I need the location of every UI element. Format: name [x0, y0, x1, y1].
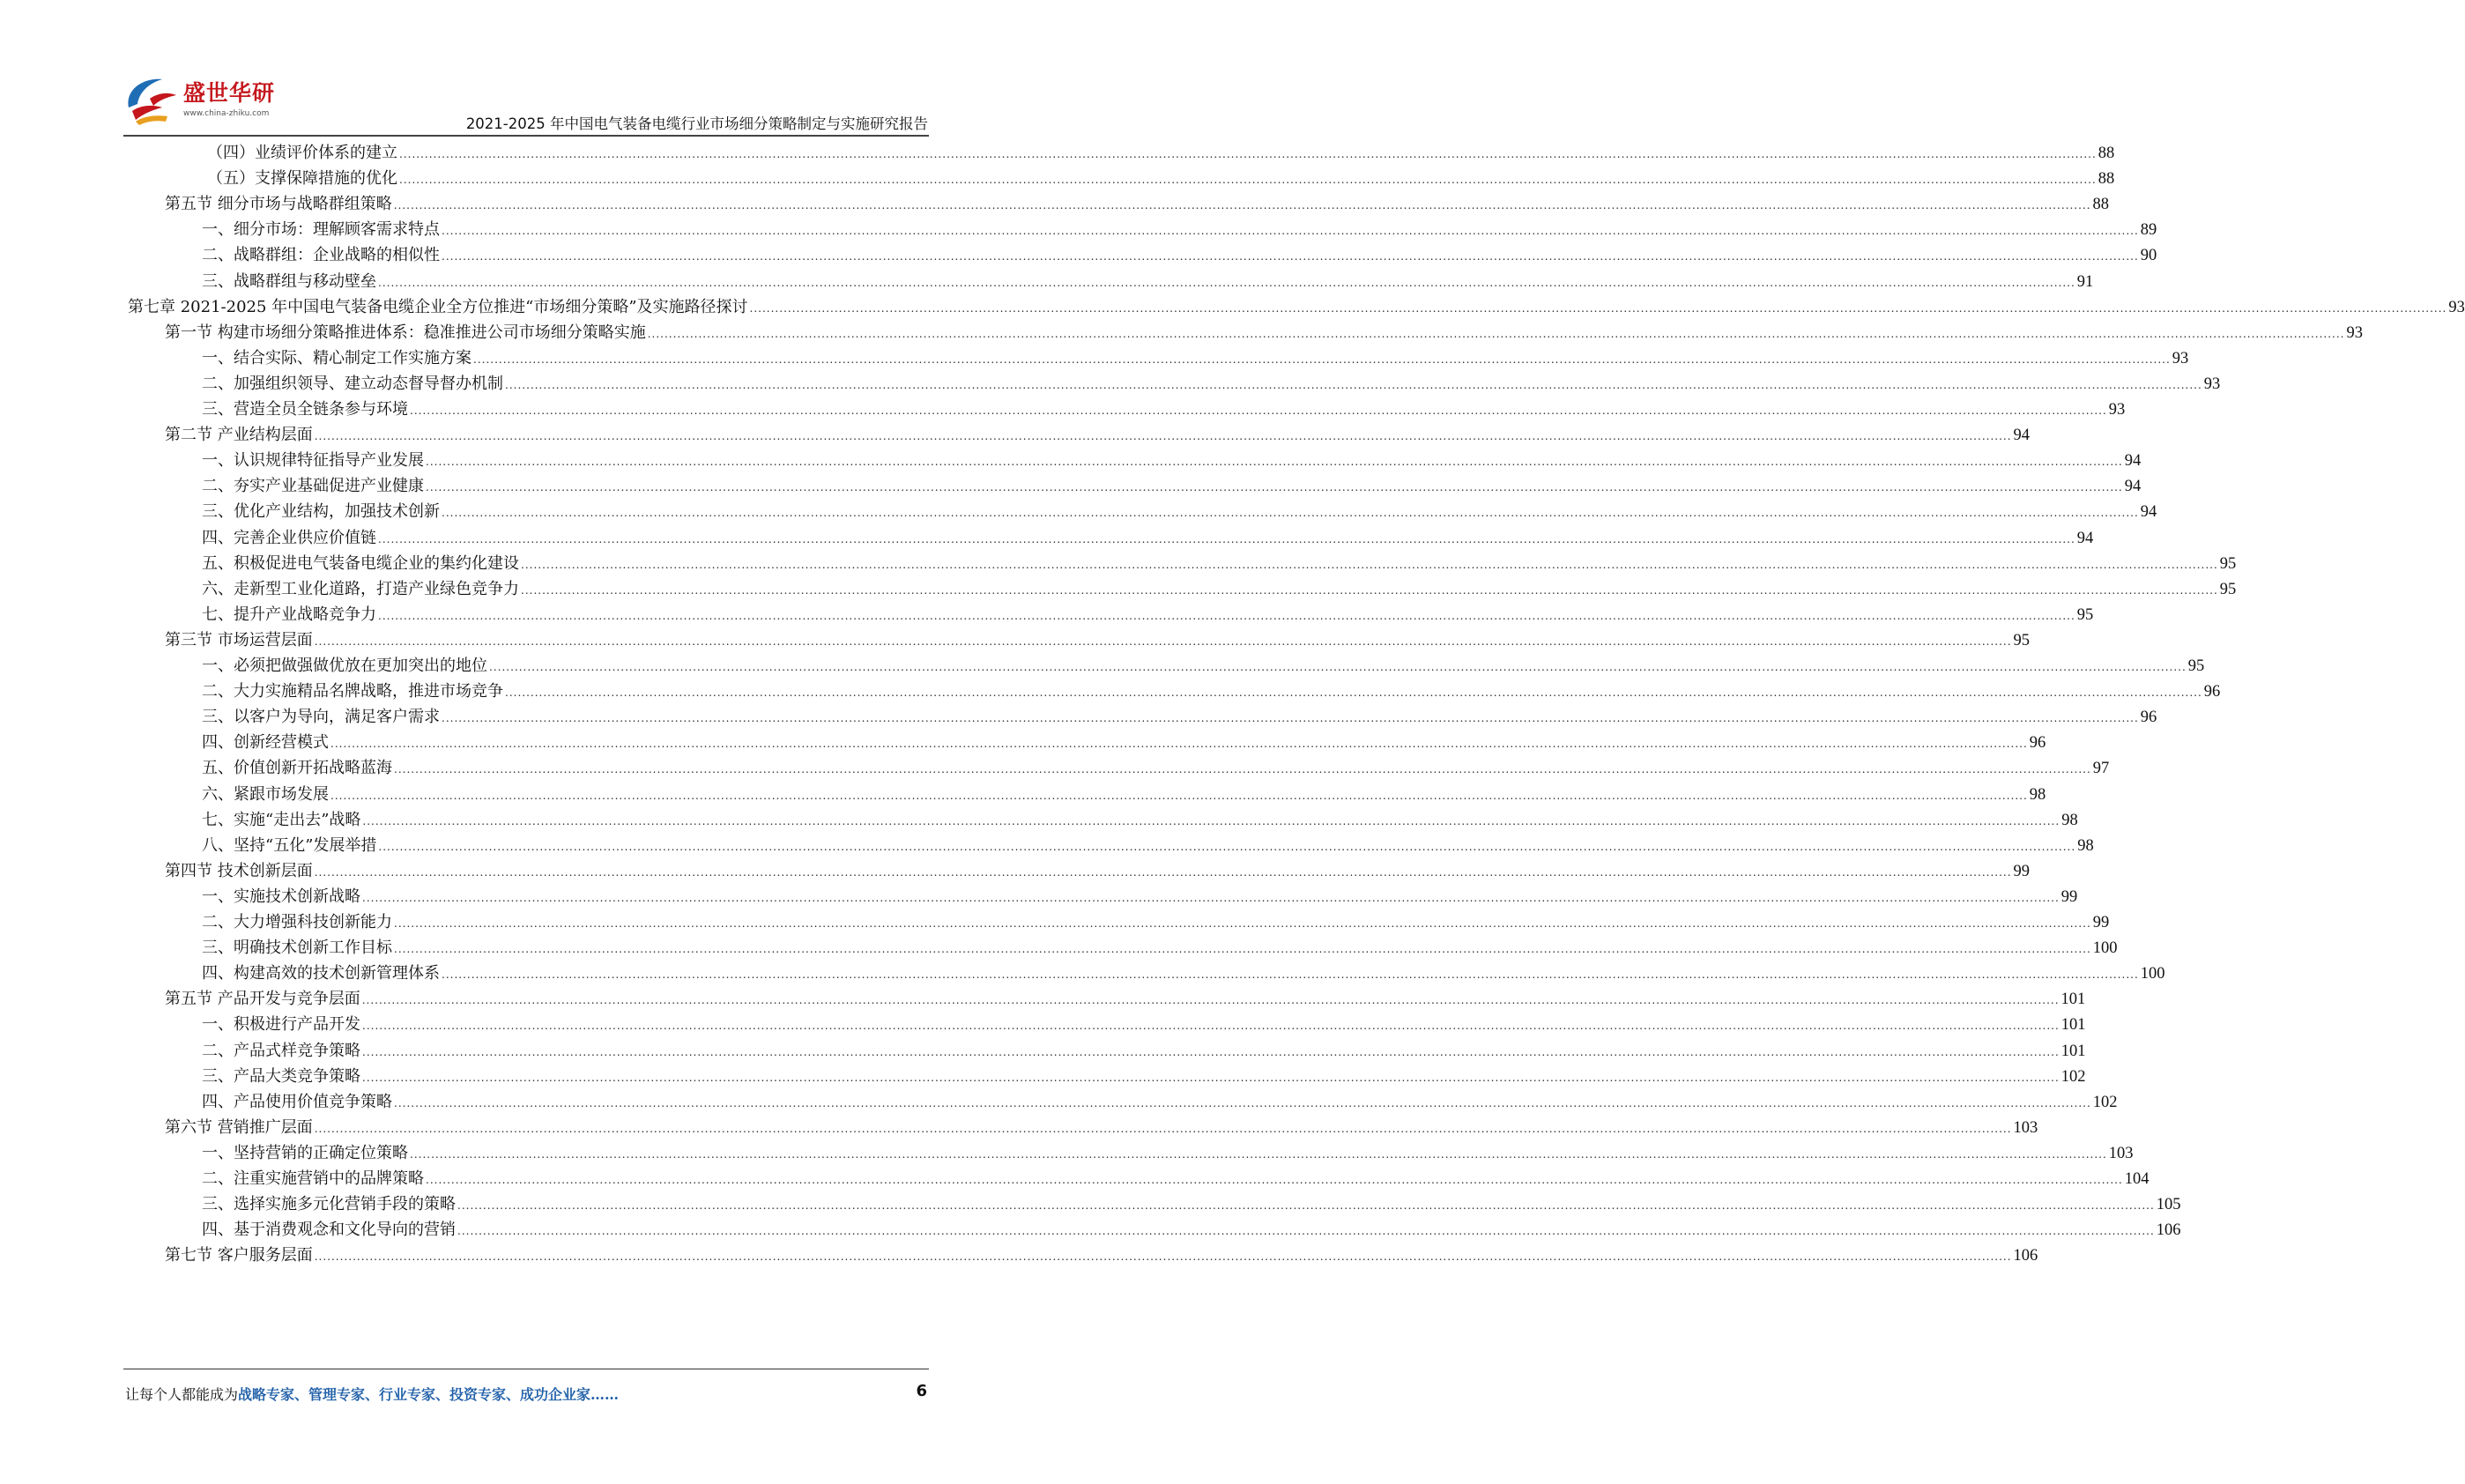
toc-entry[interactable] [202, 216, 2157, 243]
toc-dot-leader: ................................................................................................................................................................................................................................................................................................................................................................................................................ [378, 609, 2075, 622]
toc-entry-title: 七、实施“走出去”战略 [202, 810, 361, 829]
toc-entry-page: 96 [2203, 683, 2221, 701]
toc-dot-leader: ................................................................................................................................................................................................................................................................................................................................................................................................................ [362, 1045, 2060, 1058]
toc-dot-leader: ................................................................................................................................................................................................................................................................................................................................................................................................................ [314, 1122, 2012, 1135]
toc-entry-page: 94 [2076, 529, 2094, 547]
toc-entry-page: 96 [2029, 734, 2046, 753]
toc-entry[interactable] [202, 1088, 2118, 1116]
brand-url: www.china-zhiku.com [183, 109, 270, 118]
toc-entry[interactable] [202, 678, 2221, 705]
toc-entry[interactable] [202, 781, 2046, 808]
toc-dot-leader: ................................................................................................................................................................................................................................................................................................................................................................................................................ [378, 532, 2075, 545]
toc-dot-leader: ................................................................................................................................................................................................................................................................................................................................................................................................................ [394, 763, 2091, 776]
toc-dot-leader: ................................................................................................................................................................................................................................................................................................................................................................................................................ [505, 686, 2202, 700]
toc-entry[interactable] [202, 472, 2142, 500]
toc-entry[interactable] [165, 1242, 2038, 1269]
toc-entry[interactable] [128, 293, 2465, 321]
toc-entry-title: 三、以客户为导向，满足客户需求 [202, 708, 440, 727]
header-divider [123, 135, 929, 137]
toc-entry-page: 95 [2219, 554, 2237, 573]
toc-entry-title: 五、积极促进电气装备电缆企业的集约化建设 [202, 553, 519, 573]
toc-dot-leader: ................................................................................................................................................................................................................................................................................................................................................................................................................ [457, 1199, 2155, 1213]
toc-entry[interactable] [207, 165, 2115, 192]
toc-entry-page: 93 [2172, 349, 2189, 367]
toc-entry[interactable] [202, 1165, 2149, 1192]
toc-entry-page: 101 [2060, 991, 2086, 1009]
toc-entry-title: 一、细分市场：理解顾客需求特点 [202, 220, 440, 240]
toc-entry-page: 88 [2097, 145, 2115, 162]
toc-entry-title: 六、走新型工业化道路，打造产业绿色竞争力 [202, 579, 519, 598]
toc-dot-leader: ................................................................................................................................................................................................................................................................................................................................................................................................................ [442, 712, 2139, 725]
toc-entry-page: 100 [2092, 939, 2118, 958]
toc-entry-title: 第五节 产品开发与竞争层面 [165, 990, 360, 1009]
toc-entry[interactable] [202, 806, 2078, 834]
toc-dot-leader: ................................................................................................................................................................................................................................................................................................................................................................................................................ [521, 583, 2218, 597]
toc-entry-page: 94 [2124, 478, 2142, 496]
toc-entry-page: 94 [2140, 503, 2157, 522]
toc-entry-page: 95 [2013, 631, 2031, 649]
toc-entry-page: 91 [2076, 272, 2094, 291]
toc-entry[interactable] [165, 319, 2363, 346]
toc-entry[interactable] [202, 703, 2157, 731]
toc-entry[interactable] [202, 550, 2237, 577]
toc-entry[interactable] [202, 652, 2205, 679]
toc-entry-title: 三、选择实施多元化营销手段的策略 [202, 1195, 456, 1214]
page-number: 6 [916, 1382, 927, 1400]
toc-entry-title: 七、提升产业战略竞争力 [202, 605, 376, 624]
toc-entry-page: 96 [2140, 709, 2157, 727]
toc-entry-page: 100 [2140, 965, 2165, 983]
toc-entry[interactable] [202, 934, 2118, 961]
toc-entry-title: （四）业绩评价体系的建立 [207, 144, 397, 162]
toc-dot-leader: ................................................................................................................................................................................................................................................................................................................................................................................................................ [442, 968, 2139, 982]
toc-dot-leader: ................................................................................................................................................................................................................................................................................................................................................................................................................ [426, 456, 2123, 469]
toc-entry[interactable] [165, 985, 2086, 1013]
toc-entry[interactable] [165, 627, 2031, 654]
toc-entry[interactable] [202, 601, 2094, 628]
toc-entry[interactable] [202, 1037, 2086, 1065]
toc-entry-page: 99 [2060, 887, 2078, 906]
toc-entry[interactable] [202, 1216, 2181, 1243]
toc-entry-page: 94 [2013, 427, 2031, 445]
toc-dot-leader: ................................................................................................................................................................................................................................................................................................................................................................................................................ [394, 1096, 2091, 1109]
toc-entry-page: 98 [2077, 836, 2094, 855]
toc-entry-page: 103 [2013, 1118, 2038, 1137]
toc-entry-title: 一、实施技术创新战略 [202, 887, 360, 906]
footer-slogan [125, 1384, 619, 1404]
toc-entry-title: 二、夯实产业基础促进产业健康 [202, 477, 424, 496]
toc-dot-leader: ................................................................................................................................................................................................................................................................................................................................................................................................................ [647, 327, 2345, 340]
toc-entry-title: 三、产品大类竞争策略 [202, 1066, 360, 1086]
toc-dot-leader: ................................................................................................................................................................................................................................................................................................................................................................................................................ [314, 1250, 2012, 1264]
toc-entry-page: 88 [2092, 196, 2110, 214]
toc-entry[interactable] [202, 370, 2221, 397]
toc-dot-leader: ................................................................................................................................................................................................................................................................................................................................................................................................................ [473, 352, 2171, 366]
toc-entry-page: 90 [2140, 247, 2157, 265]
logo-mark-icon [123, 72, 183, 129]
toc-entry[interactable] [202, 1139, 2134, 1167]
toc-entry-page: 95 [2219, 580, 2237, 598]
toc-entry[interactable] [202, 241, 2157, 269]
toc-dot-leader: ................................................................................................................................................................................................................................................................................................................................................................................................................ [314, 634, 2012, 648]
toc-entry-title: 三、优化产业结构，加强技术创新 [202, 502, 440, 522]
toc-entry-title: 一、认识规律特征指导产业发展 [202, 451, 424, 471]
toc-entry-title: 三、战略群组与移动壁垒 [202, 271, 376, 291]
toc-dot-leader: ................................................................................................................................................................................................................................................................................................................................................................................................................ [361, 994, 2060, 1007]
toc-entry[interactable] [202, 1011, 2086, 1038]
toc-entry-page: 99 [2092, 914, 2110, 931]
toc-entry[interactable] [202, 883, 2078, 910]
toc-entry-page: 93 [2346, 323, 2363, 342]
toc-entry-title: 二、大力实施精品名牌战略，推进市场竞争 [202, 682, 503, 701]
slogan-prefix: 让每个人都能成为 [125, 1386, 239, 1403]
toc-entry-title: 第四节 技术创新层面 [165, 861, 313, 880]
toc-entry-page: 98 [2029, 785, 2046, 804]
toc-entry[interactable] [165, 857, 2031, 885]
toc-entry-title: 四、构建高效的技术创新管理体系 [202, 964, 440, 983]
toc-entry-page: 88 [2097, 170, 2115, 189]
toc-dot-leader: ................................................................................................................................................................................................................................................................................................................................................................................................................ [378, 276, 2075, 289]
toc-entry-page: 99 [2013, 862, 2031, 880]
page-header [0, 0, 1050, 141]
toc-entry-page: 97 [2092, 760, 2110, 778]
toc-dot-leader: ................................................................................................................................................................................................................................................................................................................................................................................................................ [442, 507, 2139, 520]
toc-entry[interactable] [202, 960, 2165, 987]
toc-dot-leader: ................................................................................................................................................................................................................................................................................................................................................................................................................ [378, 840, 2076, 853]
toc-entry-title: 四、产品使用价值竞争策略 [202, 1092, 392, 1111]
toc-entry[interactable] [202, 729, 2046, 756]
toc-entry[interactable] [202, 1063, 2086, 1090]
toc-dot-leader: ................................................................................................................................................................................................................................................................................................................................................................................................................ [362, 891, 2060, 904]
toc-dot-leader: ................................................................................................................................................................................................................................................................................................................................................................................................................ [521, 558, 2218, 571]
toc-dot-leader: ................................................................................................................................................................................................................................................................................................................................................................................................................ [399, 148, 2097, 160]
toc-dot-leader: ................................................................................................................................................................................................................................................................................................................................................................................................................ [399, 174, 2097, 187]
toc-entry-page: 106 [2156, 1221, 2181, 1240]
toc-entry-page: 102 [2060, 1067, 2086, 1086]
toc-entry[interactable] [202, 575, 2237, 603]
toc-entry-title: 二、加强组织领导、建立动态督导督办机制 [202, 374, 503, 393]
toc-dot-leader: ................................................................................................................................................................................................................................................................................................................................................................................................................ [426, 1174, 2123, 1186]
toc-dot-leader: ................................................................................................................................................................................................................................................................................................................................................................................................................ [489, 661, 2187, 673]
toc-entry[interactable] [202, 754, 2110, 782]
toc-entry-title: 第二节 产业结构层面 [165, 426, 313, 445]
toc-dot-leader: ................................................................................................................................................................................................................................................................................................................................................................................................................ [394, 943, 2091, 956]
toc-entry[interactable] [207, 139, 2115, 167]
brand-logo [123, 72, 291, 136]
toc-entry[interactable] [202, 832, 2094, 859]
toc-entry-page: 93 [2448, 298, 2465, 316]
toc-entry[interactable] [202, 396, 2126, 423]
toc-entry-title: 二、大力增强科技创新能力 [202, 913, 392, 931]
slogan-highlight: 战略专家、管理专家、行业专家、投资专家、成功企业家…… [238, 1386, 620, 1403]
toc-entry-title: 第七章 2021-2025 年中国电气装备电缆企业全方位推进“市场细分策略”及实施路径探讨 [128, 297, 748, 316]
toc-dot-leader: ................................................................................................................................................................................................................................................................................................................................................................................................................ [362, 814, 2060, 827]
toc-dot-leader: ................................................................................................................................................................................................................................................................................................................................................................................................................ [330, 789, 2028, 802]
toc-entry[interactable] [202, 524, 2094, 552]
toc-entry[interactable] [165, 190, 2110, 218]
toc-entry[interactable] [165, 1114, 2038, 1141]
toc-entry-page: 104 [2124, 1170, 2149, 1188]
toc-entry-title: 一、积极进行产品开发 [202, 1015, 360, 1035]
toc-dot-leader: ................................................................................................................................................................................................................................................................................................................................................................................................................ [394, 917, 2091, 930]
toc-dot-leader: ................................................................................................................................................................................................................................................................................................................................................................................................................ [393, 199, 2091, 212]
toc-entry-page: 95 [2076, 605, 2094, 624]
toc-entry-title: 六、紧跟市场发展 [202, 784, 329, 804]
toc-dot-leader: ................................................................................................................................................................................................................................................................................................................................................................................................................ [410, 1147, 2107, 1161]
toc-entry-title: 二、战略群组：企业战略的相似性 [202, 246, 440, 265]
toc-entry-page: 89 [2140, 221, 2157, 240]
toc-entry-title: 八、坚持“五化”发展举措 [202, 835, 377, 855]
toc-entry[interactable] [202, 1191, 2181, 1218]
toc-dot-leader: ................................................................................................................................................................................................................................................................................................................................................................................................................ [505, 378, 2202, 391]
toc-dot-leader: ................................................................................................................................................................................................................................................................................................................................................................................................................ [442, 225, 2139, 238]
toc-entry-title: 二、产品式样竞争策略 [202, 1041, 360, 1060]
toc-entry-page: 93 [2203, 375, 2221, 393]
toc-entry[interactable] [202, 498, 2157, 525]
toc-dot-leader: ................................................................................................................................................................................................................................................................................................................................................................................................................ [330, 738, 2028, 751]
toc-entry-title: （五）支撑保障措施的优化 [207, 169, 397, 189]
toc-entry[interactable] [165, 421, 2031, 449]
toc-entry-title: 四、创新经营模式 [202, 733, 329, 753]
report-title: 2021-2025 年中国电气装备电缆行业市场细分策略制定与实施研究报告 [465, 115, 928, 132]
toc-entry-page: 105 [2156, 1196, 2181, 1214]
toc-dot-leader: ................................................................................................................................................................................................................................................................................................................................................................................................................ [362, 1020, 2060, 1033]
toc-entry-page: 102 [2092, 1093, 2118, 1111]
toc-entry-title: 一、结合实际、精心制定工作实施方案 [202, 348, 471, 367]
toc-entry-page: 98 [2061, 811, 2078, 829]
toc-entry-page: 103 [2108, 1144, 2134, 1162]
toc-entry-title: 四、完善企业供应价值链 [202, 528, 376, 547]
toc-entry-title: 一、坚持营销的正确定位策略 [202, 1143, 408, 1162]
toc-entry-page: 106 [2013, 1247, 2038, 1265]
toc-dot-leader: ................................................................................................................................................................................................................................................................................................................................................................................................................ [457, 1225, 2155, 1238]
toc-entry-page: 101 [2060, 1042, 2086, 1060]
toc-dot-leader: ................................................................................................................................................................................................................................................................................................................................................................................................................ [314, 865, 2012, 879]
toc-dot-leader: ................................................................................................................................................................................................................................................................................................................................................................................................................ [749, 301, 2447, 315]
toc-entry-title: 第一节 构建市场细分策略推进体系：稳准推进公司市场细分策略实施 [165, 323, 646, 342]
toc-dot-leader: ................................................................................................................................................................................................................................................................................................................................................................................................................ [314, 430, 2012, 443]
toc-entry-title: 五、价值创新开拓战略蓝海 [202, 759, 392, 778]
toc-entry-title: 第六节 营销推广层面 [165, 1117, 313, 1137]
toc-entry-title: 第七节 客户服务层面 [165, 1246, 313, 1265]
toc-entry[interactable] [202, 447, 2142, 474]
toc-entry-title: 第三节 市场运营层面 [165, 630, 313, 649]
toc-entry-title: 四、基于消费观念和文化导向的营销 [202, 1221, 456, 1240]
toc-entry-title: 二、注重实施营销中的品牌策略 [202, 1169, 424, 1188]
toc-entry-title: 三、明确技术创新工作目标 [202, 939, 392, 958]
toc-entry[interactable] [202, 909, 2110, 936]
toc-dot-leader: ................................................................................................................................................................................................................................................................................................................................................................................................................ [426, 481, 2123, 494]
brand-name: 盛世华研 [183, 80, 276, 106]
toc-entry[interactable] [202, 345, 2189, 372]
toc-entry-title: 第五节 细分市场与战略群组策略 [165, 195, 392, 214]
toc-entry[interactable] [202, 268, 2094, 295]
toc-entry-title: 一、必须把做强做优放在更加突出的地位 [202, 657, 487, 675]
toc-dot-leader: ................................................................................................................................................................................................................................................................................................................................................................................................................ [410, 404, 2107, 417]
toc-entry-page: 95 [2187, 657, 2205, 675]
toc-dot-leader: ................................................................................................................................................................................................................................................................................................................................................................................................................ [362, 1071, 2060, 1084]
toc-entry-title: 三、营造全员全链条参与环境 [202, 400, 408, 419]
toc-dot-leader: ................................................................................................................................................................................................................................................................................................................................................................................................................ [442, 250, 2139, 263]
toc-entry-page: 94 [2124, 452, 2142, 471]
toc-entry-page: 93 [2108, 401, 2126, 419]
toc-entry-page: 101 [2060, 1016, 2086, 1035]
